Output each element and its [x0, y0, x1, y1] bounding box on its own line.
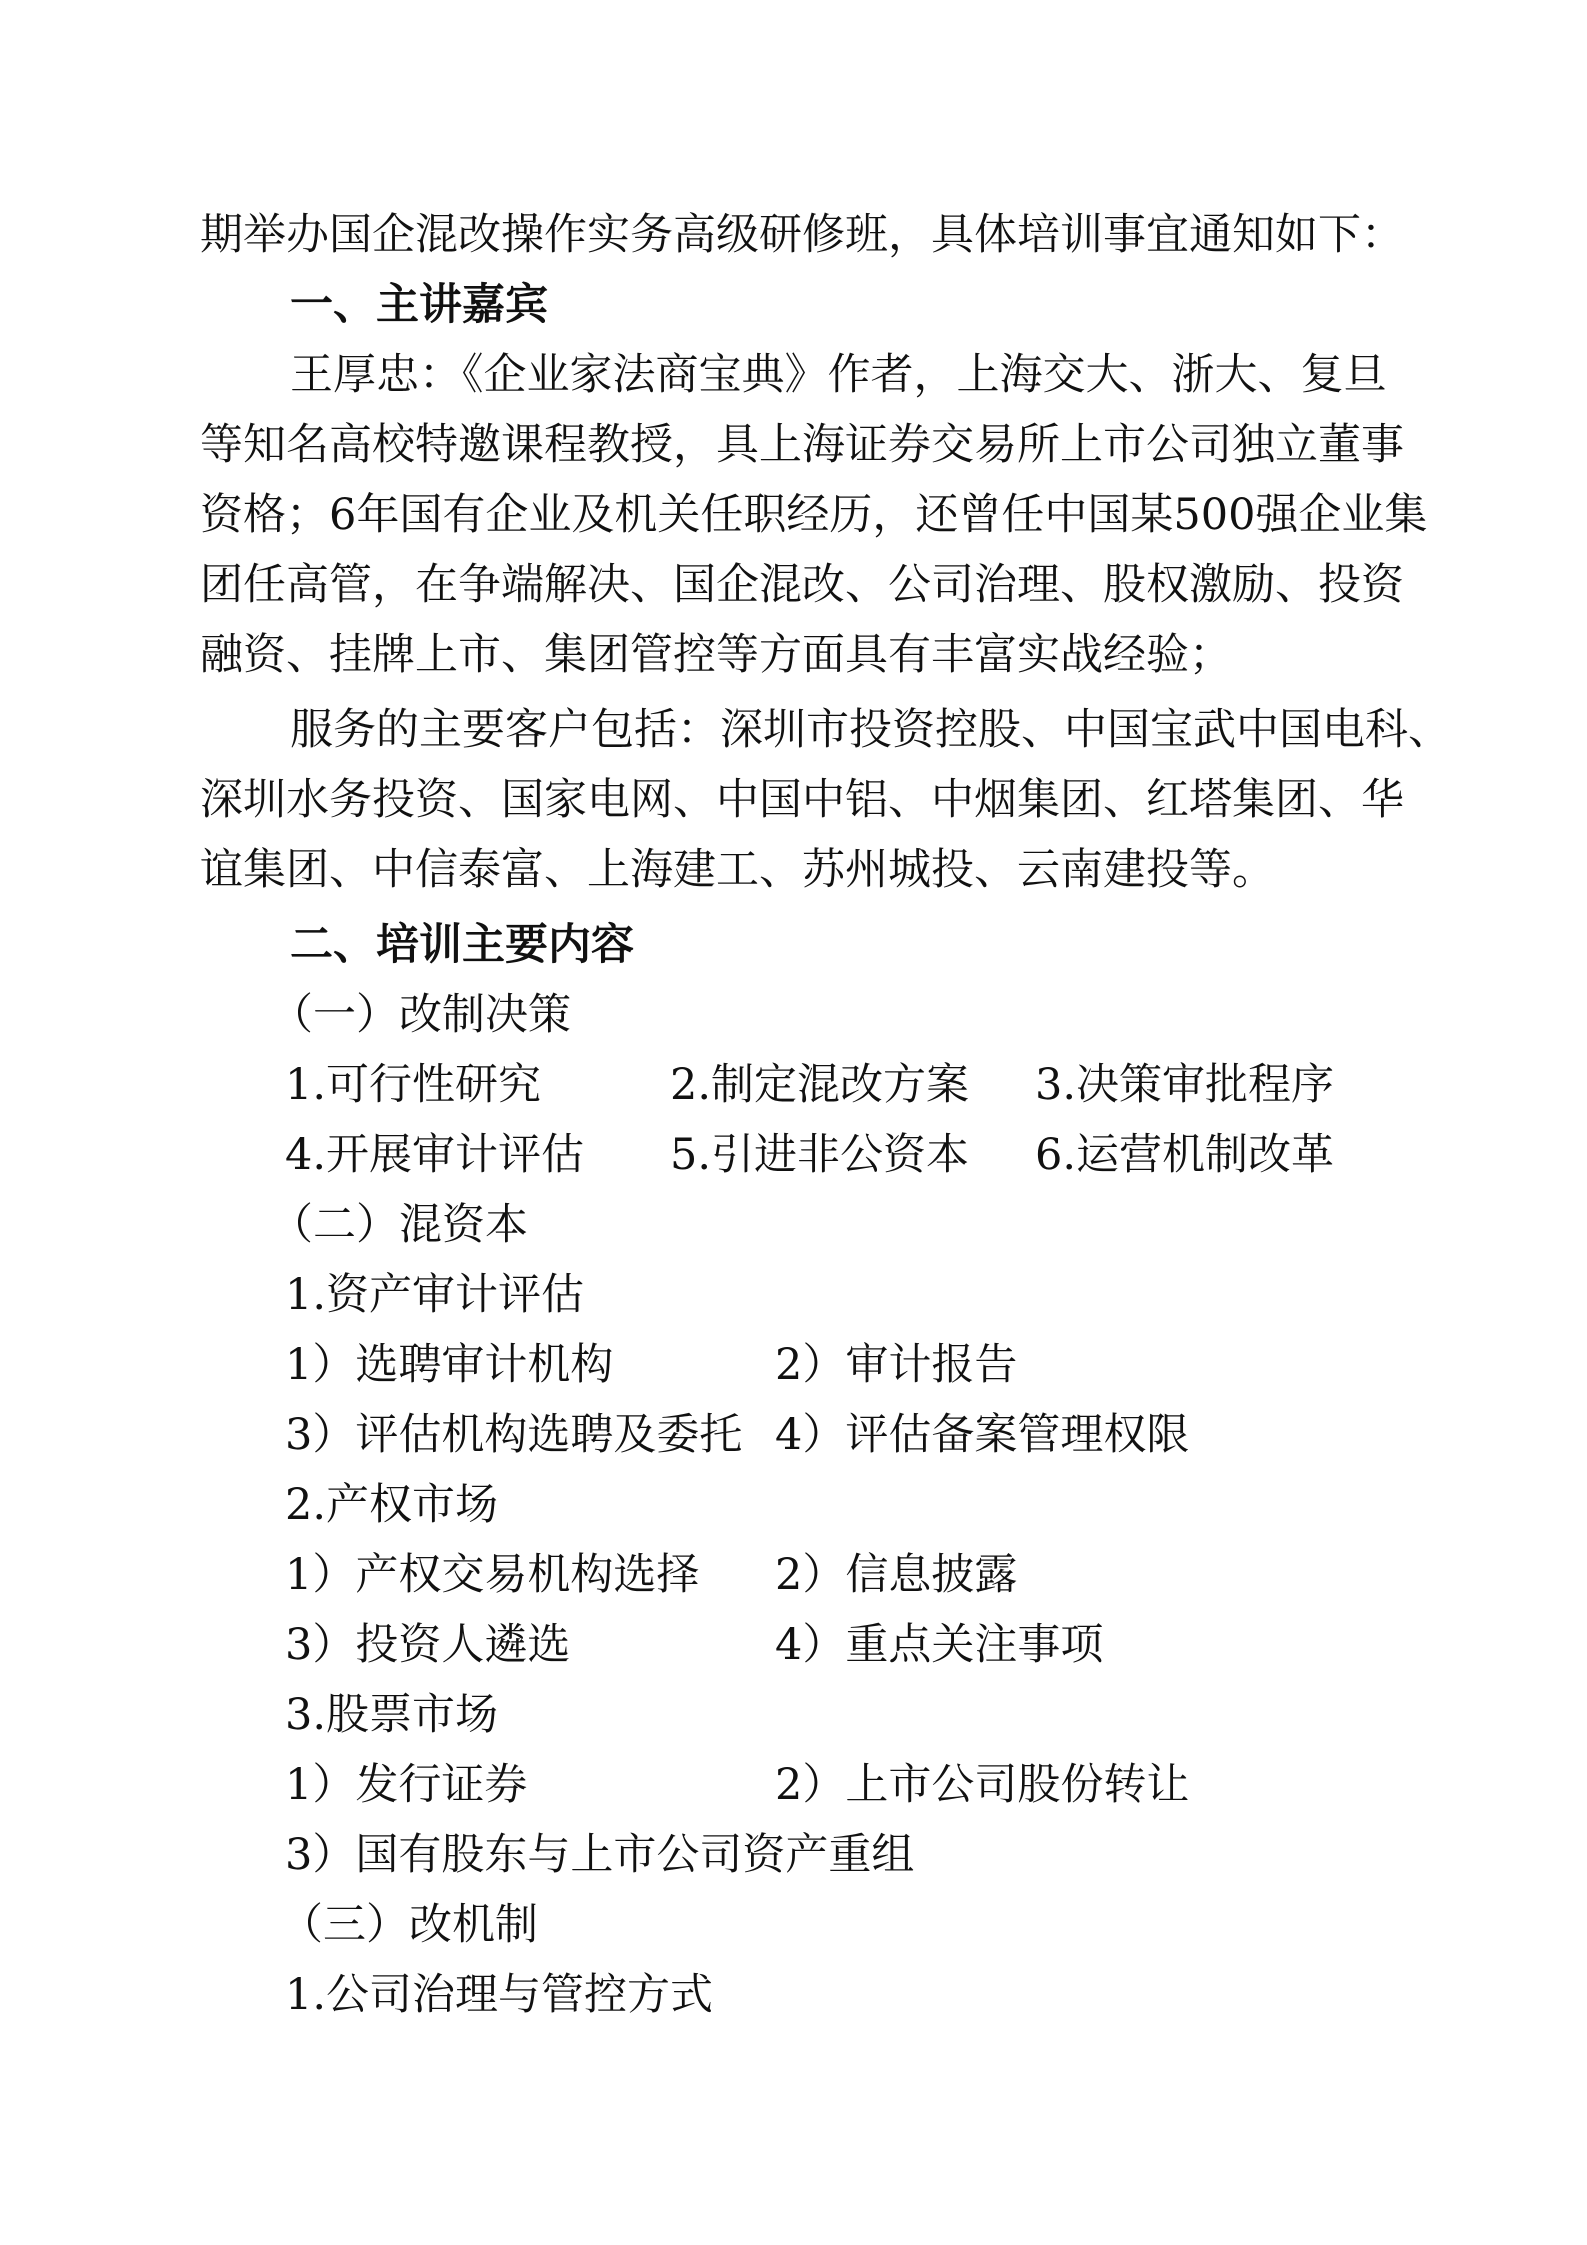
- part2-group1-item-3: 3）评估机构选聘及委托: [285, 1410, 743, 1460]
- intro-paragraph-tail: 期举办国企混改操作实务高级研修班，具体培训事宜通知如下：: [200, 210, 1404, 260]
- part1-item-2: 2.制定混改方案: [670, 1060, 970, 1110]
- part2-group2-item-3: 3）投资人遴选: [285, 1620, 571, 1670]
- part2-group1-item-1: 1）选聘审计机构: [285, 1340, 614, 1390]
- speaker-line-3: 资格；6年国有企业及机关任职经历，还曾任中国某500强企业集: [200, 490, 1428, 540]
- part1-item-5: 5.引进非公资本: [670, 1130, 970, 1180]
- part2-group2-title: 2.产权市场: [285, 1480, 499, 1530]
- part2-group1-item-4: 4）评估备案管理权限: [775, 1410, 1190, 1460]
- part2-group3-item-1: 1）发行证券: [285, 1760, 528, 1810]
- part1-item-4: 4.开展审计评估: [285, 1130, 585, 1180]
- part2-group3-item-3: 3）国有股东与上市公司资产重组: [285, 1830, 915, 1880]
- section-title-content: 二、培训主要内容: [290, 920, 634, 970]
- part3-item-1: 1.公司治理与管控方式: [285, 1970, 714, 2020]
- speaker-line-1: 王厚忠：《企业家法商宝典》作者，上海交大、浙大、复旦: [290, 350, 1387, 400]
- part3-title: （三）改机制: [280, 1900, 538, 1950]
- speaker-line-4: 团任高管，在争端解决、国企混改、公司治理、股权激励、投资: [200, 560, 1404, 610]
- part2-group2-item-4: 4）重点关注事项: [775, 1620, 1104, 1670]
- part2-group2-item-2: 2）信息披露: [775, 1550, 1018, 1600]
- part2-group1-title: 1.资产审计评估: [285, 1270, 585, 1320]
- clients-line-2: 深圳水务投资、国家电网、中国中铝、中烟集团、红塔集团、华: [200, 775, 1404, 825]
- clients-line-3: 谊集团、中信泰富、上海建工、苏州城投、云南建投等。: [200, 845, 1275, 895]
- part1-title: （一）改制决策: [270, 990, 571, 1040]
- speaker-line-2: 等知名高校特邀课程教授，具上海证券交易所上市公司独立董事: [200, 420, 1404, 470]
- part2-group1-item-2: 2）审计报告: [775, 1340, 1018, 1390]
- part2-group3-item-2: 2）上市公司股份转让: [775, 1760, 1190, 1810]
- part2-group2-item-1: 1）产权交易机构选择: [285, 1550, 700, 1600]
- speaker-line-5: 融资、挂牌上市、集团管控等方面具有丰富实战经验；: [200, 630, 1232, 680]
- part2-group3-title: 3.股票市场: [285, 1690, 499, 1740]
- part2-title: （二）混资本: [270, 1200, 528, 1250]
- part1-item-6: 6.运营机制改革: [1035, 1130, 1335, 1180]
- part1-item-3: 3.决策审批程序: [1035, 1060, 1335, 1110]
- part1-item-1: 1.可行性研究: [285, 1060, 542, 1110]
- clients-line-1: 服务的主要客户包括：深圳市投资控股、中国宝武中国电科、: [290, 705, 1451, 755]
- section-title-speaker: 一、主讲嘉宾: [290, 280, 548, 330]
